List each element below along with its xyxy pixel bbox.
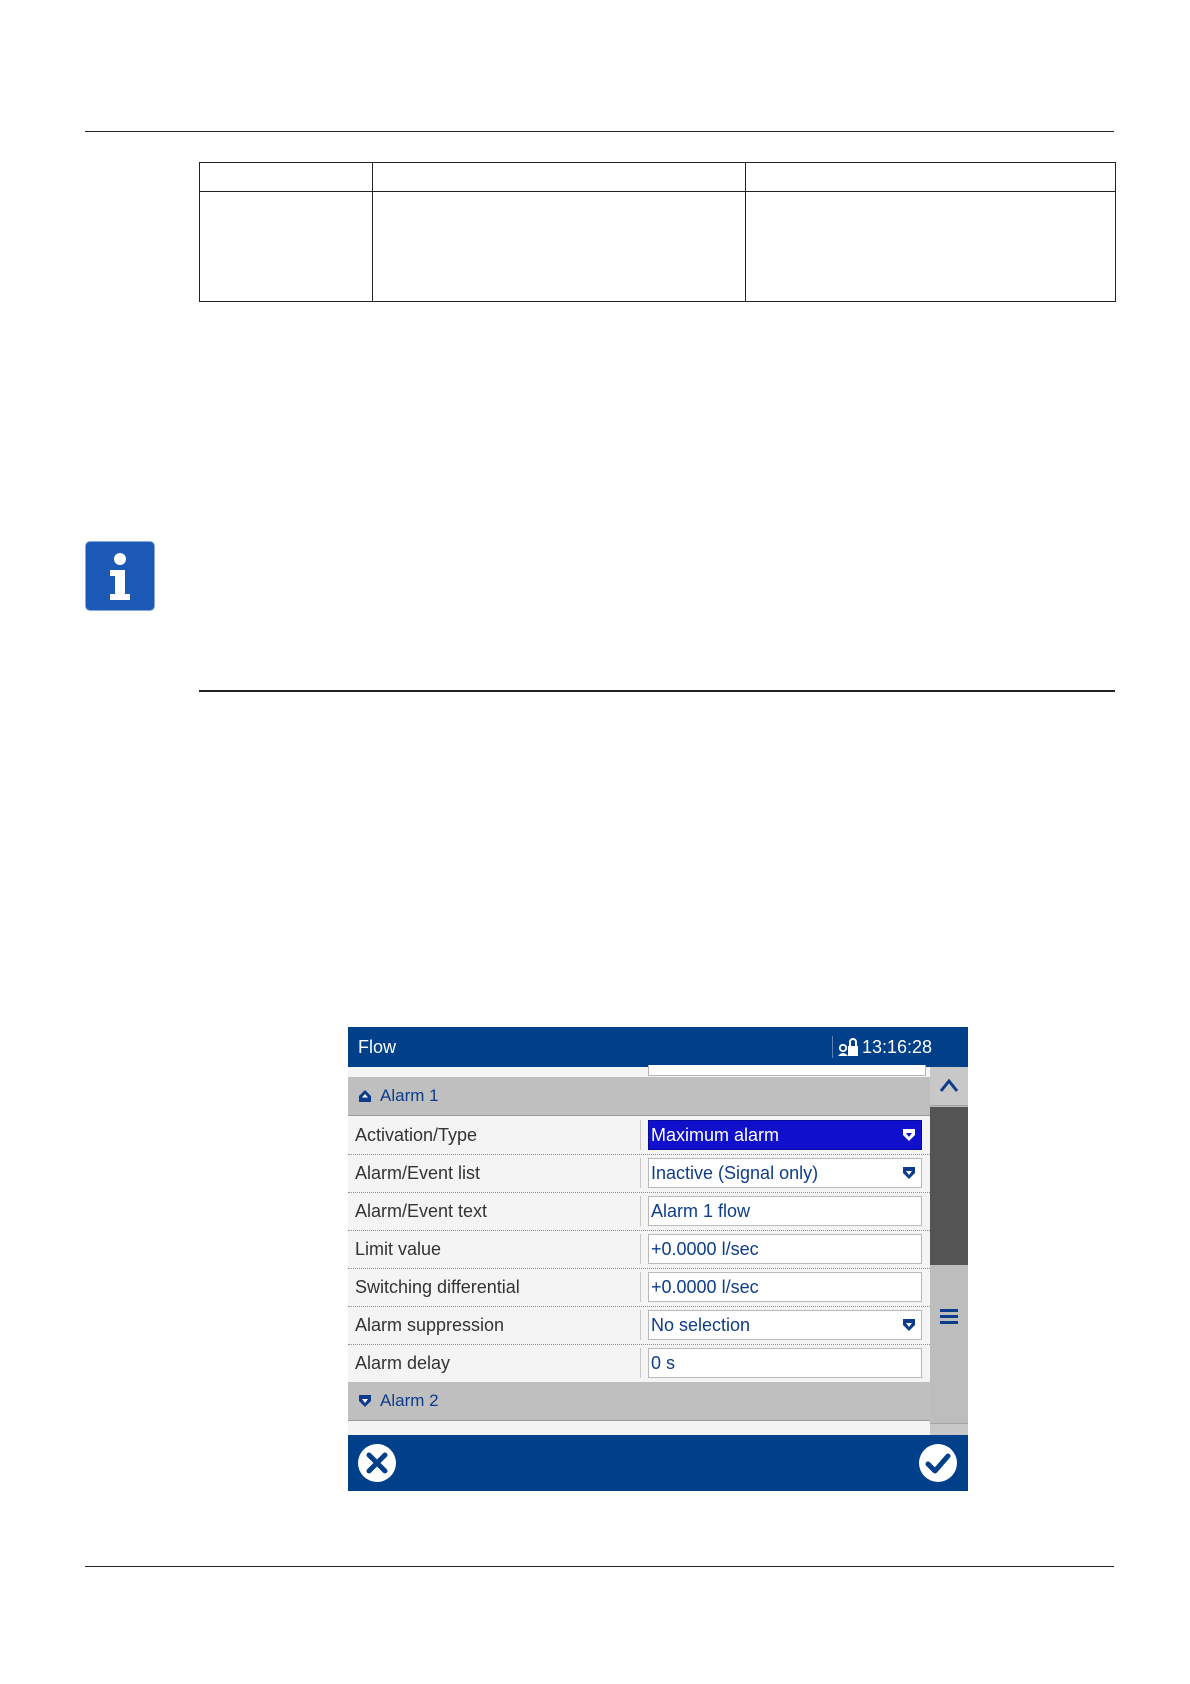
table-column-divider [745,163,746,301]
scroll-thumb[interactable] [930,1107,968,1265]
row-alarm-delay[interactable] [348,1344,930,1383]
row-label: Alarm suppression [355,1315,505,1335]
alarm-suppression-dropdown[interactable] [648,1310,922,1340]
info-icon [86,542,154,610]
limit-value-input[interactable] [648,1234,922,1264]
row-alarm-event-text[interactable] [348,1192,930,1231]
confirm-button[interactable] [918,1443,958,1483]
row-label: Alarm/Event list [355,1163,481,1183]
row-activation-type[interactable] [348,1116,930,1155]
title-separator [832,1036,833,1058]
alarm-delay-input[interactable] [648,1348,922,1378]
expand-icon [358,1394,372,1408]
row-divider [640,1234,641,1264]
menu-icon [930,1297,968,1335]
menu-button[interactable] [930,1297,968,1335]
dropdown-icon [902,1128,916,1142]
section-label: Alarm 1 [380,1086,439,1105]
cancel-button[interactable] [357,1443,397,1483]
switching-differential-input[interactable] [648,1272,922,1302]
user-lock-icon [836,1035,860,1059]
row-label: Activation/Type [355,1125,478,1145]
field-value: +0.0000 l/sec [651,1239,759,1259]
section-alarm-2[interactable] [348,1382,930,1421]
section-label: Alarm 2 [380,1391,439,1410]
scrollbar[interactable] [930,1067,968,1461]
row-label: Limit value [355,1239,442,1259]
row-switching-differential[interactable] [348,1268,930,1307]
row-divider [640,1272,641,1302]
row-limit-value[interactable] [348,1230,930,1269]
device-screen [348,1027,968,1491]
section-alarm-1[interactable] [348,1077,930,1116]
field-value: Inactive (Signal only) [651,1163,819,1183]
scroll-up-button[interactable] [930,1067,968,1106]
alarm-event-list-dropdown[interactable] [648,1158,922,1188]
row-divider [640,1348,641,1378]
title-bar [348,1027,968,1067]
field-value: Alarm 1 flow [651,1201,751,1221]
activation-type-dropdown[interactable] [648,1120,922,1150]
section-rule [199,690,1115,692]
close-icon [357,1443,397,1483]
field-value: No selection [651,1315,751,1335]
collapse-icon [358,1089,372,1103]
parameter-list [348,1067,930,1461]
field-value: 0 s [651,1353,676,1373]
screen-title: Flow [358,1037,397,1057]
previous-field-edge [648,1065,926,1076]
row-label: Switching differential [355,1277,520,1297]
table-header-divider [200,191,1115,192]
row-label: Alarm/Event text [355,1201,488,1221]
dropdown-icon [902,1318,916,1332]
empty-table [199,162,1116,302]
row-alarm-event-list[interactable] [348,1154,930,1193]
row-divider [640,1310,641,1340]
bottom-bar [348,1435,968,1491]
footer-rule [85,1566,1114,1567]
row-divider [640,1120,641,1150]
table-column-divider [372,163,373,301]
alarm-event-text-input[interactable] [648,1196,922,1226]
row-divider [640,1158,641,1188]
dropdown-icon [902,1166,916,1180]
chevron-up-icon [930,1067,968,1105]
field-value: Maximum alarm [651,1125,780,1145]
row-label: Alarm delay [355,1353,451,1373]
clock: 13:16:28 [862,1037,933,1057]
header-rule [85,131,1114,132]
checkmark-icon [918,1443,958,1483]
row-alarm-suppression[interactable] [348,1306,930,1345]
row-divider [640,1196,641,1226]
field-value: +0.0000 l/sec [651,1277,759,1297]
